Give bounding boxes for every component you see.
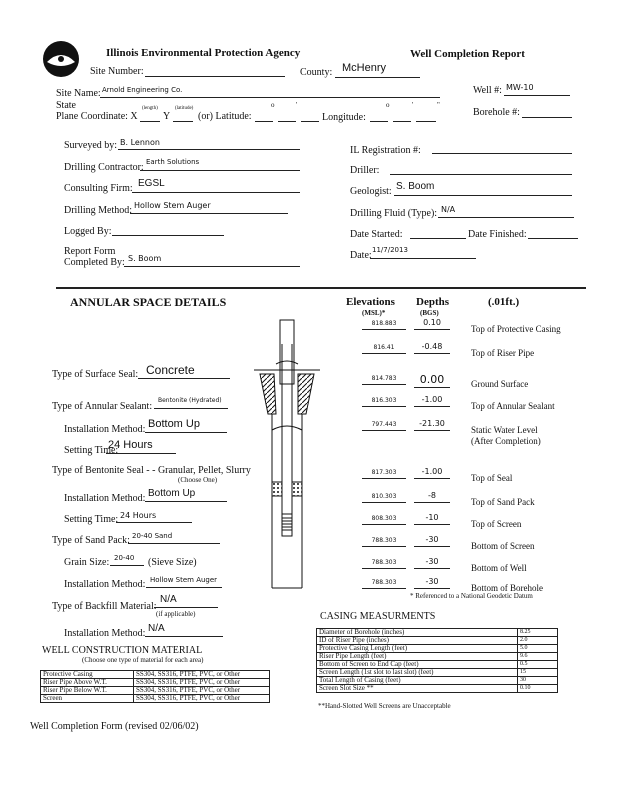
date-line xyxy=(370,258,476,259)
date-value: 11/7/2013 xyxy=(372,246,408,254)
consulting-firm-line xyxy=(132,192,300,193)
drilling-fluid-label: Drilling Fluid (Type): xyxy=(350,208,438,219)
site-number-label: Site Number: xyxy=(90,66,144,77)
date-finished-label: Date Finished: xyxy=(468,229,527,240)
casing-measure-name: Screen Length (1st slot to last slot) (feet) xyxy=(317,669,518,677)
depths-header: Depths xyxy=(416,296,450,308)
installation-method-label-3: Installation Method: xyxy=(64,579,146,590)
construction-row xyxy=(41,695,270,703)
elevation-value: 808.303 xyxy=(362,516,406,525)
well-diagram xyxy=(252,318,322,598)
drilling-fluid-line xyxy=(438,217,574,218)
depth-value: -8 xyxy=(414,492,450,503)
county-label: County: xyxy=(300,67,333,78)
msl-header: (MSL)* xyxy=(362,309,386,317)
casing-title: CASING MEASURMENTS xyxy=(320,611,436,622)
grain-size-label: Grain Size: xyxy=(64,557,110,568)
casing-table xyxy=(316,628,558,693)
casing-measure-value[interactable]: 2.0 xyxy=(518,637,558,645)
construction-options[interactable]: SS304, SS316, PTFE, PVC, or Other xyxy=(134,695,270,703)
installation-method-value-1: Bottom Up xyxy=(148,418,200,430)
plane-coordinate-label: Plane Coordinate: X xyxy=(56,111,138,122)
sand-pack-line xyxy=(128,543,220,544)
well-label: Well #: xyxy=(473,85,502,96)
elevation-value: 814.783 xyxy=(362,376,406,385)
depth-value: 0.10 xyxy=(414,319,450,330)
drilling-method-line xyxy=(130,213,288,214)
surveyed-by-label: Surveyed by: xyxy=(64,140,118,151)
setting-time-line-1 xyxy=(106,453,176,454)
lat-min-line xyxy=(278,121,296,122)
sand-pack-value: 20-40 Sand xyxy=(132,532,173,540)
installation-method-value-2: Bottom Up xyxy=(148,488,196,499)
surveyed-by-value: B. Lennon xyxy=(120,138,160,147)
county-line xyxy=(335,77,420,78)
construction-title: WELL CONSTRUCTION MATERIAL xyxy=(42,645,203,656)
report-title: Well Completion Report xyxy=(410,48,525,60)
surface-seal-line xyxy=(138,378,230,379)
consulting-firm-value: EGSL xyxy=(138,178,165,189)
annular-sealant-line xyxy=(154,408,228,409)
lat-sec-line xyxy=(301,121,319,122)
surface-seal-value: Concrete xyxy=(146,363,195,377)
logged-by-line xyxy=(112,235,224,236)
installation-method-label-4: Installation Method: xyxy=(64,628,146,639)
geologist-line xyxy=(394,195,572,196)
lon-degree-mark: o xyxy=(386,101,390,109)
y-label: Y xyxy=(163,111,171,122)
elevation-value: 788.303 xyxy=(362,560,406,569)
datum-footnote: * Referenced to a National Geodetic Datum xyxy=(410,592,533,600)
drilling-contractor-label: Drilling Contractor: xyxy=(64,162,144,173)
elevation-value: 788.303 xyxy=(362,580,406,589)
sand-pack-label: Type of Sand Pack: xyxy=(52,535,130,546)
borehole-label: Borehole #: xyxy=(473,107,520,118)
elevation-value: 816.303 xyxy=(362,398,406,407)
installation-method-value-4: N/A xyxy=(148,623,165,634)
site-name-label: Site Name: xyxy=(56,88,101,99)
x-sup: (length) xyxy=(142,106,158,111)
casing-measure-name: Protective Casing Length (feet) xyxy=(317,645,518,653)
completed-by-value: S. Boom xyxy=(128,254,162,263)
annular-row-label: Top of Sand Pack xyxy=(471,497,535,507)
depth-value: 0.00 xyxy=(414,374,450,388)
well-value: MW-10 xyxy=(506,83,534,92)
x-line xyxy=(140,121,160,122)
logged-by-label: Logged By: xyxy=(64,226,112,237)
date-label: Date: xyxy=(350,250,372,261)
casing-measure-value[interactable]: 0.5 xyxy=(518,661,558,669)
geologist-label: Geologist: xyxy=(350,186,392,197)
elevation-value: 818.883 xyxy=(362,321,406,330)
construction-options[interactable]: SS304, SS316, PTFE, PVC, or Other xyxy=(134,679,270,687)
completed-by-line xyxy=(124,266,300,267)
backfill-value: N/A xyxy=(160,594,177,605)
geologist-value: S. Boom xyxy=(396,181,435,192)
bentonite-seal-label: Type of Bentonite Seal - - Granular, Pellet, Slurry xyxy=(52,465,251,476)
installation-method-value-3: Hollow Stem Auger xyxy=(150,576,218,584)
consulting-firm-label: Consulting Firm: xyxy=(64,183,133,194)
elevation-value: 810.303 xyxy=(362,494,406,503)
construction-table xyxy=(40,670,270,703)
bgs-header: (BGS) xyxy=(420,309,439,317)
annular-sealant-value: Bentonite (Hydrated) xyxy=(158,397,222,404)
depth-value: -30 xyxy=(414,578,450,589)
casing-measure-name: Screen Slot Size ** xyxy=(317,685,518,693)
casing-measure-value[interactable]: 8.25 xyxy=(518,629,558,637)
depth-value: -30 xyxy=(414,536,450,547)
drilling-fluid-value: N/A xyxy=(441,205,456,214)
construction-options[interactable]: SS304, SS316, PTFE, PVC, or Other xyxy=(134,671,270,679)
depth-value: -30 xyxy=(414,558,450,569)
annular-row-label: Top of Seal xyxy=(471,473,513,483)
setting-time-label-2: Setting Time: xyxy=(64,514,119,525)
lon-second-mark: " xyxy=(437,101,440,109)
casing-measure-value[interactable]: 0.10 xyxy=(518,685,558,693)
annular-row-label-2: (After Completion) xyxy=(471,436,541,446)
elevations-header: Elevations xyxy=(346,296,395,308)
elevation-value: 788.303 xyxy=(362,538,406,547)
installation-method-line-2 xyxy=(145,501,227,502)
county-value: McHenry xyxy=(342,62,387,74)
drilling-method-label: Drilling Method: xyxy=(64,205,133,216)
elevation-value: 797.443 xyxy=(362,422,406,431)
casing-measure-value[interactable]: 15 xyxy=(518,669,558,677)
iepa-logo xyxy=(42,40,80,82)
annular-title: ANNULAR SPACE DETAILS xyxy=(70,295,227,309)
form-revision: Well Completion Form (revised 02/06/02) xyxy=(30,721,199,732)
site-number-line xyxy=(145,76,285,77)
elevation-value: 817.303 xyxy=(362,470,406,479)
drilling-contractor-value: Earth Solutions xyxy=(146,158,200,166)
borehole-line xyxy=(522,117,572,118)
state-label: State xyxy=(56,100,76,111)
lon-minute-mark: ' xyxy=(412,101,414,109)
annular-row-label: Bottom of Borehole xyxy=(471,583,543,593)
y-line xyxy=(173,121,193,122)
if-applicable-note: (if applicable) xyxy=(156,610,196,618)
depth-value: -21.30 xyxy=(414,420,450,431)
report-form-label: Report Form xyxy=(64,246,116,257)
drilling-method-value: Hollow Stem Auger xyxy=(134,201,211,210)
installation-method-label-1: Installation Method: xyxy=(64,424,146,435)
lat-deg-line xyxy=(255,121,273,122)
lat-degree-mark: o xyxy=(271,101,275,109)
or-latitude-label: (or) Latitude: xyxy=(198,111,252,122)
construction-area: Screen xyxy=(41,695,134,703)
registration-line xyxy=(432,153,572,154)
y-sup: (latitude) xyxy=(175,106,194,111)
construction-area: Protective Casing xyxy=(41,671,134,679)
surveyed-by-line xyxy=(118,149,300,150)
installation-method-label-2: Installation Method: xyxy=(64,493,146,504)
casing-measure-name: Total Length of Casing (feet) xyxy=(317,677,518,685)
casing-measure-value[interactable]: 9.6 xyxy=(518,653,558,661)
casing-row xyxy=(317,685,558,693)
construction-subtitle: (Choose one type of material for each area) xyxy=(82,656,204,664)
depth-value: -10 xyxy=(414,514,450,525)
casing-measure-name: ID of Riser Pipe (inches) xyxy=(317,637,518,645)
date-started-label: Date Started: xyxy=(350,229,403,240)
setting-time-line-2 xyxy=(116,522,192,523)
depth-value: -0.48 xyxy=(414,343,450,354)
completed-by-label: Completed By: xyxy=(64,257,125,268)
site-name-line xyxy=(100,97,440,98)
annular-row-label: Ground Surface xyxy=(471,379,529,389)
grain-size-value: 20-40 xyxy=(114,554,135,562)
registration-label: IL Registration #: xyxy=(350,145,421,156)
annular-sealant-label: Type of Annular Sealant: xyxy=(52,401,153,412)
driller-label: Driller: xyxy=(350,165,380,176)
backfill-line xyxy=(154,607,218,608)
annular-row-label: Bottom of Well xyxy=(471,563,527,573)
site-name-value: Arnold Engineering Co. xyxy=(102,86,183,94)
casing-measure-value[interactable]: 5.0 xyxy=(518,645,558,653)
precision-header: (.01ft.) xyxy=(488,296,520,308)
annular-row-label: Static Water Level xyxy=(471,425,538,435)
date-finished-line xyxy=(528,238,578,239)
driller-line xyxy=(390,174,572,175)
lat-minute-mark: ' xyxy=(296,101,298,109)
choose-one-note: (Choose One) xyxy=(178,476,218,484)
setting-time-value-1: 24 Hours xyxy=(108,439,153,451)
annular-row-label: Top of Riser Pipe xyxy=(471,348,535,358)
annular-row-label: Top of Screen xyxy=(471,519,522,529)
casing-measure-value[interactable]: 30 xyxy=(518,677,558,685)
drilling-contractor-line xyxy=(140,170,300,171)
annular-row-label: Top of Protective Casing xyxy=(471,324,561,334)
lon-sec-line xyxy=(416,121,436,122)
annular-row-label: Top of Annular Sealant xyxy=(471,401,555,411)
construction-area: Riser Pipe Below W.T. xyxy=(41,687,134,695)
well-line xyxy=(504,95,570,96)
section-divider xyxy=(56,287,586,289)
construction-options[interactable]: SS304, SS316, PTFE, PVC, or Other xyxy=(134,687,270,695)
depth-value: -1.00 xyxy=(414,396,450,407)
casing-measure-name: Bottom of Screen to End Cap (feet) xyxy=(317,661,518,669)
casing-footnote: **Hand-Slotted Well Screens are Unacceptable xyxy=(318,702,451,710)
construction-area: Riser Pipe Above W.T. xyxy=(41,679,134,687)
installation-method-line-1 xyxy=(145,432,227,433)
longitude-label: Longitude: xyxy=(322,112,366,123)
sieve-size-note: (Sieve Size) xyxy=(148,557,197,568)
lon-deg-line xyxy=(370,121,388,122)
casing-measure-name: Riser Pipe Length (feet) xyxy=(317,653,518,661)
annular-row-label: Bottom of Screen xyxy=(471,541,535,551)
lon-min-line xyxy=(393,121,411,122)
backfill-label: Type of Backfill Material: xyxy=(52,601,157,612)
setting-time-value-2: 24 Hours xyxy=(120,511,157,520)
casing-measure-name: Diameter of Borehole (inches) xyxy=(317,629,518,637)
grain-size-line xyxy=(110,565,144,566)
date-started-line xyxy=(410,238,466,239)
agency-title: Illinois Environmental Protection Agency xyxy=(106,47,301,59)
setting-time-label-1: Setting Time: xyxy=(64,445,119,456)
elevation-value: 816.41 xyxy=(362,345,406,354)
depth-value: -1.00 xyxy=(414,468,450,479)
installation-method-line-3 xyxy=(146,587,222,588)
surface-seal-label: Type of Surface Seal: xyxy=(52,369,139,380)
installation-method-line-4 xyxy=(145,636,223,637)
